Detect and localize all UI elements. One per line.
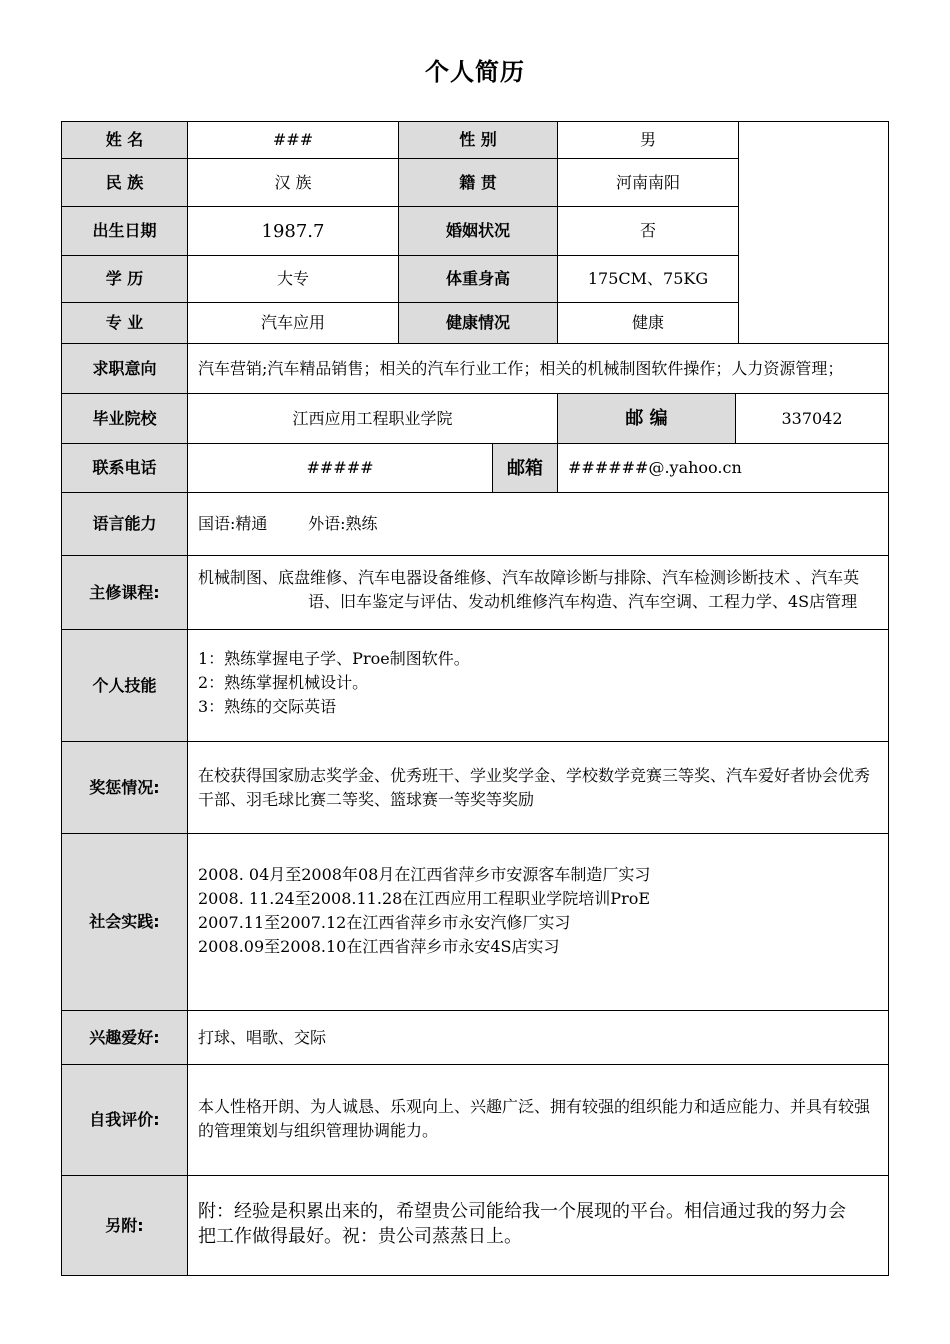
name-value: ### — [187, 121, 399, 159]
birth-label: 出生日期 — [61, 206, 188, 256]
major-value: 汽车应用 — [187, 302, 399, 344]
practice-item: 2007.11至2007.12在江西省萍乡市永安汽修厂实习 — [198, 913, 571, 932]
gender-label: 性 别 — [398, 121, 558, 159]
job-text: 汽车营销;汽车精品销售；相关的汽车行业工作；相关的机械制图软件操作；人力资源管理； — [198, 358, 844, 378]
photo-box — [738, 121, 889, 344]
body-label: 体重身高 — [398, 255, 558, 303]
self-eval-value — [187, 1064, 889, 1176]
school-label: 毕业院校 — [61, 393, 188, 444]
zip-value: 337042 — [735, 393, 889, 444]
health-value: 健康 — [557, 302, 739, 344]
marital-value: 否 — [557, 206, 739, 256]
awards-value — [187, 741, 889, 834]
awards-line-1: 在校获得国家励志奖学金、优秀班干、学业奖学金、学校数学竞赛三等奖、汽车爱好者协会优秀 — [198, 765, 871, 785]
education-label: 学 历 — [61, 255, 188, 303]
language-label: 语言能力 — [61, 492, 188, 556]
skills-item: 2：熟练掌握机械设计。 — [198, 672, 369, 692]
language-value — [187, 492, 889, 556]
origin-value: 河南南阳 — [557, 158, 739, 207]
practice-item: 2008. 11.24至2008.11.28在江西应用工程职业学院培训ProE — [198, 889, 651, 908]
origin-label: 籍 贯 — [398, 158, 558, 207]
note-label: 另附: — [61, 1175, 188, 1276]
courses-label: 主修课程: — [61, 555, 188, 630]
courses-value — [187, 555, 889, 630]
awards-line-2: 干部、羽毛球比赛二等奖、篮球赛一等奖等奖励 — [198, 789, 535, 809]
hobbies-label: 兴趣爱好: — [61, 1010, 188, 1065]
practice-label: 社会实践: — [61, 833, 188, 1011]
email-label: 邮箱 — [492, 443, 558, 493]
note-line-2: 把工作做得最好。祝：贵公司蒸蒸日上。 — [198, 1225, 522, 1247]
skills-value — [187, 629, 889, 742]
hobbies-text: 打球、唱歌、交际 — [198, 1027, 327, 1047]
page-title: 个人简历 — [425, 58, 525, 86]
self-eval-line-1: 本人性格开朗、为人诚恳、乐观向上、兴趣广泛、拥有较强的组织能力和适应能力、并具有较强 — [198, 1097, 871, 1116]
education-value: 大专 — [187, 255, 399, 303]
name-label: 姓 名 — [61, 121, 188, 159]
email-text: ######@.yahoo.cn — [568, 458, 742, 477]
school-value: 江西应用工程职业学院 — [187, 393, 558, 444]
job-value — [187, 343, 889, 394]
self-eval-line-2: 的管理策划与组织管理协调能力。 — [198, 1121, 439, 1140]
hobbies-value — [187, 1010, 889, 1065]
job-label: 求职意向 — [61, 343, 188, 394]
self-eval-label: 自我评价: — [61, 1064, 188, 1176]
major-label: 专 业 — [61, 302, 188, 344]
email-value — [557, 443, 889, 493]
practice-value — [187, 833, 889, 1011]
body-value: 175CM、75KG — [557, 255, 739, 303]
birth-value: 1987.7 — [187, 206, 399, 256]
awards-label: 奖惩情况: — [61, 741, 188, 834]
skills-item: 3：熟练的交际英语 — [198, 696, 337, 716]
note-line-1: 附：经验是积累出来的，希望贵公司能给我一个展现的平台。相信通过我的努力会 — [198, 1201, 846, 1223]
zip-label: 邮 编 — [557, 393, 736, 444]
practice-item: 2008. 04月至2008年08月在江西省萍乡市安源客车制造厂实习 — [198, 865, 651, 884]
health-label: 健康情况 — [398, 302, 558, 344]
marital-label: 婚姻状况 — [398, 206, 558, 256]
phone-value: ##### — [187, 443, 493, 493]
courses-line-1: 机械制图、底盘维修、汽车电器设备维修、汽车故障诊断与排除、汽车检测诊断技术 、汽车英 — [198, 567, 860, 587]
courses-line-2: 语、旧车鉴定与评估、发动机维修汽车构造、汽车空调、工程力学、4S店管理 — [308, 591, 858, 611]
ethnicity-label: 民 族 — [61, 158, 188, 207]
phone-label: 联系电话 — [61, 443, 188, 493]
note-value — [187, 1175, 889, 1276]
skills-label: 个人技能 — [61, 629, 188, 742]
gender-value: 男 — [557, 121, 739, 159]
skills-item: 1：熟练掌握电子学、Proe制图软件。 — [198, 648, 470, 668]
language-text: 国语:精通 外语:熟练 — [198, 514, 378, 533]
ethnicity-value: 汉 族 — [187, 158, 399, 207]
practice-item: 2008.09至2008.10在江西省萍乡市永安4S店实习 — [198, 937, 560, 956]
